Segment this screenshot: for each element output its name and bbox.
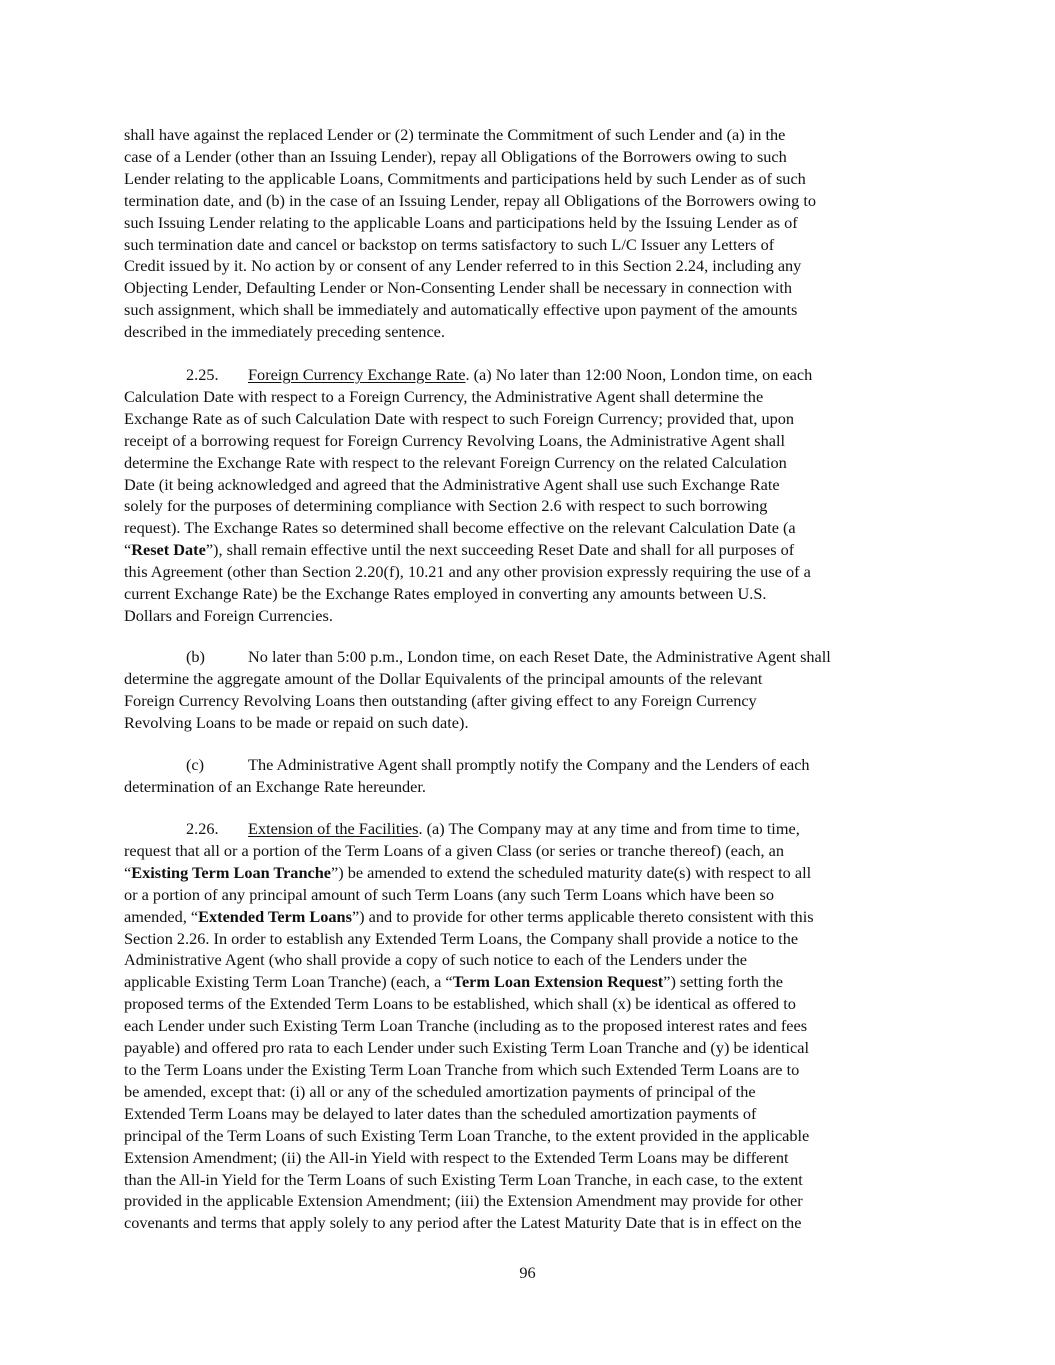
text-run: . (a) The Company may at any time and from time to time, <box>418 819 800 838</box>
section-2-26-first-line <box>124 818 934 840</box>
text-line: request that all or a portion of the Term Loans of a given Class (or series or tranche thereof) (each, an <box>124 840 784 860</box>
text-line: described in the immediately preceding sentence. <box>124 322 445 342</box>
text-line: Section 2.26. In order to establish any Extended Term Loans, the Company shall provide a notice to the <box>124 928 799 948</box>
text-line: covenants and terms that apply solely to any period after the Latest Maturity Date that is in effect on the <box>124 1213 802 1233</box>
text-line: Credit issued by it. No action by or consent of any Lender referred to in this Section 2.24, including any <box>124 256 802 276</box>
text-line: such Issuing Lender relating to the applicable Loans and participations held by the Issuing Lender as of <box>124 212 798 232</box>
text-run: amended, “ <box>124 906 199 926</box>
text-line: receipt of a borrowing request for Foreign Currency Revolving Loans, the Administrative Agent shall <box>124 430 786 450</box>
text-line: each Lender under such Existing Term Loan Tranche (including as to the proposed interest rates and fees <box>124 1016 808 1036</box>
text-line: principal of the Term Loans of such Existing Term Loan Tranche, to the extent provided in the applicable <box>124 1125 810 1145</box>
defined-term: Reset Date <box>131 540 206 560</box>
text-line: Extended Term Loans may be delayed to later dates than the scheduled amortization payments of <box>124 1103 757 1123</box>
clause-c-first-line <box>124 754 934 776</box>
clause-label: (b) <box>186 647 205 666</box>
text-line: Lender relating to the applicable Loans, Commitments and participations held by such Lender as of such <box>124 168 806 188</box>
text-line: Extension Amendment; (ii) the All-in Yield with respect to the Extended Term Loans may be different <box>124 1147 789 1167</box>
text-line: solely for the purposes of determining compliance with Section 2.6 with respect to such borrowing <box>124 496 768 516</box>
text-run: ”) setting forth the <box>663 972 784 992</box>
text-run: ”) and to provide for other terms applicable thereto consistent with this <box>351 906 814 926</box>
text-line: Revolving Loans to be made or repaid on such date). <box>124 712 469 732</box>
text-line: Exchange Rate as of such Calculation Date with respect to such Foreign Currency; provided that, upon <box>124 408 795 428</box>
section-heading: Foreign Currency Exchange Rate <box>248 365 466 384</box>
clause-b <box>124 646 934 734</box>
text-line: payable) and offered pro rata to each Lender under such Existing Term Loan Tranche and (y) be identical <box>124 1038 809 1058</box>
page-number: 96 <box>519 1263 536 1282</box>
text-line: current Exchange Rate) be the Exchange Rates employed in converting any amounts between U.S. <box>124 584 767 604</box>
text-line: proposed terms of the Extended Term Loans to be established, which shall (x) be identical as offered to <box>124 994 796 1014</box>
section-heading: Extension of the Facilities <box>248 819 419 838</box>
text-line: request). The Exchange Rates so determined shall become effective on the relevant Calculation Date (a <box>124 518 796 538</box>
defined-term: Existing Term Loan Tranche <box>131 862 332 882</box>
text-line <box>124 906 934 928</box>
defined-term: Term Loan Extension Request <box>452 972 664 992</box>
text-line: determination of an Exchange Rate hereunder. <box>124 776 426 796</box>
text-run: . (a) No later than 12:00 Noon, London time, on each <box>465 365 813 384</box>
text-line: Administrative Agent (who shall provide a copy of such notice to each of the Lenders under the <box>124 950 748 970</box>
text-line: determine the Exchange Rate with respect to the relevant Foreign Currency on the related Calculation <box>124 452 787 472</box>
clause-b-first-line <box>124 646 934 668</box>
text-line: provided in the applicable Extension Amendment; (iii) the Extension Amendment may provide for other <box>124 1191 803 1211</box>
text-line: this Agreement (other than Section 2.20(f), 10.21 and any other provision expressly requiring the use of a <box>124 562 811 582</box>
text-line: determine the aggregate amount of the Dollar Equivalents of the principal amounts of the relevant <box>124 668 763 688</box>
section-2-26 <box>124 818 934 1234</box>
text-run: The Administrative Agent shall promptly notify the Company and the Lenders of each <box>248 755 810 774</box>
text-run: No later than 5:00 p.m., London time, on each Reset Date, the Administrative Agent shall <box>248 647 831 666</box>
text-run: “ <box>124 540 132 560</box>
section-2-25-first-line <box>124 364 934 386</box>
text-line: such termination date and cancel or backstop on terms satisfactory to such L/C Issuer any Letters of <box>124 234 775 254</box>
text-line: Dollars and Foreign Currencies. <box>124 605 333 625</box>
text-line: Foreign Currency Revolving Loans then outstanding (after giving effect to any Foreign Currency <box>124 690 757 710</box>
text-line <box>124 539 934 561</box>
text-run: ”) be amended to extend the scheduled maturity date(s) with respect to all <box>331 862 812 882</box>
clause-label: (c) <box>186 755 205 774</box>
clause-c <box>124 754 934 798</box>
text-line: case of a Lender (other than an Issuing Lender), repay all Obligations of the Borrowers owing to such <box>124 146 787 166</box>
section-number: 2.25. <box>186 365 219 384</box>
carryover-paragraph <box>124 124 934 343</box>
section-number: 2.26. <box>186 819 219 838</box>
text-line: Calculation Date with respect to a Foreign Currency, the Administrative Agent shall determine the <box>124 386 764 406</box>
text-line: termination date, and (b) in the case of an Issuing Lender, repay all Obligations of the Borrowers owing to <box>124 190 817 210</box>
text-line: or a portion of any principal amount of such Term Loans (any such Term Loans which have been so <box>124 884 775 904</box>
section-2-25 <box>124 364 934 627</box>
text-line <box>124 862 934 884</box>
text-line: be amended, except that: (i) all or any of the scheduled amortization payments of principal of the <box>124 1081 756 1101</box>
text-line <box>124 971 934 993</box>
text-line: than the All-in Yield for the Term Loans of such Existing Term Loan Tranche, in each case, to the extent <box>124 1169 803 1189</box>
text-line: Date (it being acknowledged and agreed that the Administrative Agent shall use such Exchange Rate <box>124 474 780 494</box>
defined-term: Extended Term Loans <box>198 906 352 926</box>
text-run: ”), shall remain effective until the next succeeding Reset Date and shall for all purposes of <box>205 540 795 560</box>
text-line: Objecting Lender, Defaulting Lender or Non-Consenting Lender shall be necessary in connection with <box>124 278 793 298</box>
text-run: applicable Existing Term Loan Tranche) (each, a “ <box>124 972 453 992</box>
text-line: shall have against the replaced Lender or (2) terminate the Commitment of such Lender and (a) in the <box>124 125 786 144</box>
text-line: to the Term Loans under the Existing Term Loan Tranche from which such Extended Term Loans are to <box>124 1059 800 1079</box>
text-run: “ <box>124 862 132 882</box>
text-line: such assignment, which shall be immediately and automatically effective upon payment of the amounts <box>124 300 798 320</box>
